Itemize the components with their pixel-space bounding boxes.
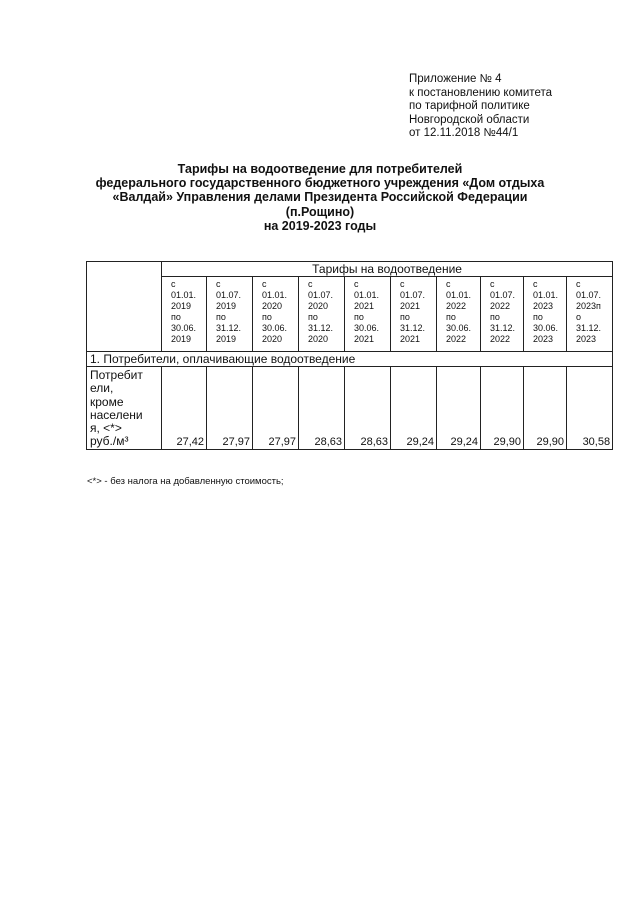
period-line: по bbox=[490, 312, 500, 322]
period-line: 2022 bbox=[490, 334, 511, 344]
period-line: с bbox=[533, 279, 538, 289]
period-line: 31.12. bbox=[400, 323, 426, 333]
title-line: «Валдай» Управления делами Президента Российской Федерации bbox=[112, 190, 528, 205]
tariff-value: 28,63 bbox=[299, 367, 345, 450]
tariff-value: 29,24 bbox=[391, 367, 437, 450]
period-line: 2023 bbox=[576, 334, 597, 344]
footnote: <*> - без налога на добавленную стоимость; bbox=[87, 476, 284, 487]
period-header-cell bbox=[299, 277, 345, 352]
row-label-line: кроме bbox=[90, 394, 124, 409]
period-line: 2020 bbox=[308, 334, 329, 344]
tariff-value: 28,63 bbox=[345, 367, 391, 450]
row-label-line: Потребит bbox=[90, 368, 143, 382]
period-line: 2020 bbox=[262, 334, 283, 344]
period-line: с bbox=[446, 279, 451, 289]
period-line: по bbox=[216, 312, 226, 322]
row-label-line: ели, bbox=[90, 381, 114, 396]
period-line: 01.01. bbox=[533, 290, 559, 300]
tariffs-table bbox=[86, 261, 613, 450]
period-line: 31.12. bbox=[490, 323, 516, 333]
period-line: 30.06. bbox=[533, 323, 559, 333]
title-line: федерального государственного бюджетного учреждения «Дом отдыха bbox=[95, 176, 545, 191]
period-line: 01.07. bbox=[576, 290, 602, 300]
tariff-value: 27,97 bbox=[253, 367, 299, 450]
period-line: 2019 bbox=[171, 301, 192, 311]
period-line: с bbox=[490, 279, 495, 289]
period-line: 2021 bbox=[354, 301, 375, 311]
period-line: с bbox=[171, 279, 176, 289]
period-line: 31.12. bbox=[216, 323, 242, 333]
appendix-line: Новгородской области bbox=[409, 113, 530, 126]
period-line: 2021 bbox=[400, 301, 421, 311]
row-label-line: руб./м³ bbox=[90, 434, 129, 449]
row-label-line: населени bbox=[90, 407, 143, 422]
title-line: на 2019-2023 годы bbox=[263, 218, 377, 233]
period-line: 30.06. bbox=[262, 323, 288, 333]
tariff-value: 29,24 bbox=[437, 367, 481, 450]
period-line: 01.07. bbox=[308, 290, 334, 300]
tariff-value: 27,97 bbox=[207, 367, 253, 450]
period-line: с bbox=[400, 279, 405, 289]
period-line: 2022 bbox=[446, 334, 467, 344]
period-header-cell bbox=[437, 277, 481, 352]
period-line: 2020 bbox=[308, 301, 329, 311]
appendix-line: Приложение № 4 bbox=[409, 73, 502, 85]
tariff-value: 27,42 bbox=[162, 367, 207, 450]
period-header-cell bbox=[567, 277, 613, 352]
period-line: по bbox=[446, 312, 456, 322]
row-label-line: я, <*> bbox=[90, 421, 122, 436]
period-line: с bbox=[576, 279, 581, 289]
tariff-row bbox=[87, 367, 613, 450]
period-line: 30.06. bbox=[446, 323, 472, 333]
period-line: 31.12. bbox=[308, 323, 334, 333]
period-line: 01.01. bbox=[446, 290, 472, 300]
period-header-cell bbox=[345, 277, 391, 352]
period-line: 01.07. bbox=[400, 290, 426, 300]
period-header-cell bbox=[253, 277, 299, 352]
period-line: 2022 bbox=[446, 301, 467, 311]
period-line: по bbox=[400, 312, 410, 322]
period-line: 2019 bbox=[171, 334, 192, 344]
section-header: 1. Потребители, оплачивающие водоотведение bbox=[87, 352, 613, 367]
period-line: с bbox=[262, 279, 267, 289]
title-line: (п.Рощино) bbox=[285, 204, 355, 219]
period-line: 2021 bbox=[400, 334, 421, 344]
period-line: 30.06. bbox=[171, 323, 197, 333]
appendix-line: к постановлению комитета bbox=[409, 86, 552, 99]
period-line: с bbox=[216, 279, 221, 289]
period-line: по bbox=[262, 312, 272, 322]
period-line: 2023п bbox=[576, 301, 601, 311]
appendix-line: от 12.11.2018 №44/1 bbox=[409, 127, 519, 140]
tariff-value: 29,90 bbox=[524, 367, 567, 450]
period-header-cell bbox=[524, 277, 567, 352]
period-line: 2020 bbox=[262, 301, 283, 311]
period-header-cell bbox=[207, 277, 253, 352]
title-line: Тарифы на водоотведение для потребителей bbox=[177, 162, 463, 176]
period-line: 2023 bbox=[533, 334, 554, 344]
period-line: 01.07. bbox=[216, 290, 242, 300]
appendix-line: по тарифной политике bbox=[409, 100, 530, 113]
period-line: по bbox=[533, 312, 543, 322]
corner-cell bbox=[87, 262, 162, 352]
period-header-cell bbox=[162, 277, 207, 352]
document-title bbox=[90, 162, 550, 233]
section-row bbox=[87, 352, 613, 367]
group-header: Тарифы на водоотведение bbox=[162, 262, 613, 277]
period-line: по bbox=[354, 312, 364, 322]
period-line: с bbox=[354, 279, 359, 289]
period-line: по bbox=[308, 312, 318, 322]
tariff-value: 29,90 bbox=[481, 367, 524, 450]
period-line: с bbox=[308, 279, 313, 289]
tariff-value: 30,58 bbox=[567, 367, 613, 450]
period-line: 01.01. bbox=[354, 290, 380, 300]
period-line: 2022 bbox=[490, 301, 511, 311]
header-row bbox=[87, 262, 613, 277]
period-header-cell bbox=[391, 277, 437, 352]
period-header-cell bbox=[481, 277, 524, 352]
period-line: 2021 bbox=[354, 334, 375, 344]
period-line: 01.01. bbox=[262, 290, 288, 300]
period-line: о bbox=[576, 312, 582, 322]
period-line: 01.01. bbox=[171, 290, 197, 300]
appendix-block bbox=[409, 73, 552, 141]
period-line: 01.07. bbox=[490, 290, 516, 300]
period-line: по bbox=[171, 312, 181, 322]
period-line: 30.06. bbox=[354, 323, 380, 333]
periods-row bbox=[87, 277, 613, 352]
period-line: 2019 bbox=[216, 301, 237, 311]
period-line: 2019 bbox=[216, 334, 237, 344]
period-line: 2023 bbox=[533, 301, 554, 311]
row-label bbox=[87, 367, 162, 450]
period-line: 31.12. bbox=[576, 323, 602, 333]
